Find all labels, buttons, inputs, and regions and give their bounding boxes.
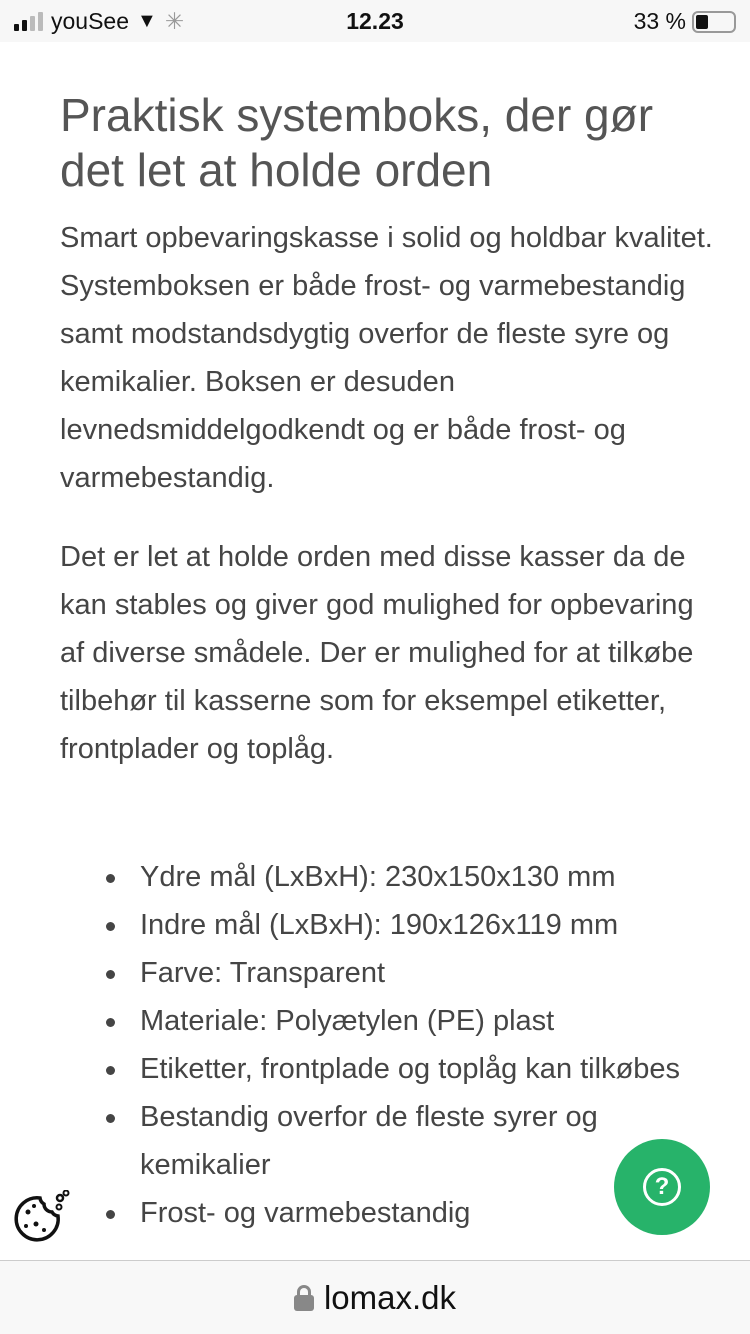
browser-address-bar[interactable] bbox=[0, 1260, 750, 1334]
list-item: Indre mål (LxBxH): 190x126x119 mm bbox=[60, 901, 710, 949]
lock-icon bbox=[294, 1285, 314, 1311]
question-icon: ? bbox=[643, 1168, 681, 1206]
list-item: Frost- og varmebestandig bbox=[60, 1189, 710, 1237]
activity-spinner-icon: ✳ bbox=[164, 8, 185, 34]
wifi-icon: ▼ bbox=[137, 10, 157, 32]
list-item: Ydre mål (LxBxH): 230x150x130 mm bbox=[60, 853, 710, 901]
list-item: Bestandig overfor de fleste syrer og kemikalier bbox=[60, 1093, 710, 1189]
help-button[interactable] bbox=[614, 1139, 710, 1235]
battery-icon bbox=[692, 11, 736, 33]
paragraph-2: Det er let at holde orden med disse kasser da de kan stables og giver god mulighed for opbevaring af diverse smådele. Der er mulighed for at tilkøbe tilbehør til kasserne som for eksempel etiketter, frontplader og toplåg. bbox=[60, 541, 694, 765]
list-item: Etiketter, frontplade og toplåg kan tilkøbes bbox=[60, 1045, 710, 1093]
page-content bbox=[0, 42, 750, 1260]
battery-percent: 33 % bbox=[633, 8, 686, 34]
paragraph-1: Smart opbevaringskasse i solid og holdbar kvalitet. Systemboksen er både frost- og varmebestandig samt modstandsdygtig overfor de fleste syre og kemikalier. Boksen er desuden levnedsmiddelgodkendt og er både frost- og varmebestandig. bbox=[60, 222, 713, 494]
article-title: Praktisk systemboks, der gør det let at holde orden bbox=[60, 89, 654, 196]
clock: 12.23 bbox=[346, 8, 404, 34]
feature-list bbox=[60, 853, 710, 1237]
cookie-settings-icon[interactable] bbox=[12, 1190, 74, 1247]
list-item: Farve: Transparent bbox=[60, 949, 710, 997]
status-bar bbox=[0, 0, 750, 42]
url: lomax.dk bbox=[323, 1278, 457, 1316]
list-item: Materiale: Polyætylen (PE) plast bbox=[60, 997, 710, 1045]
carrier: youSee bbox=[51, 8, 130, 34]
